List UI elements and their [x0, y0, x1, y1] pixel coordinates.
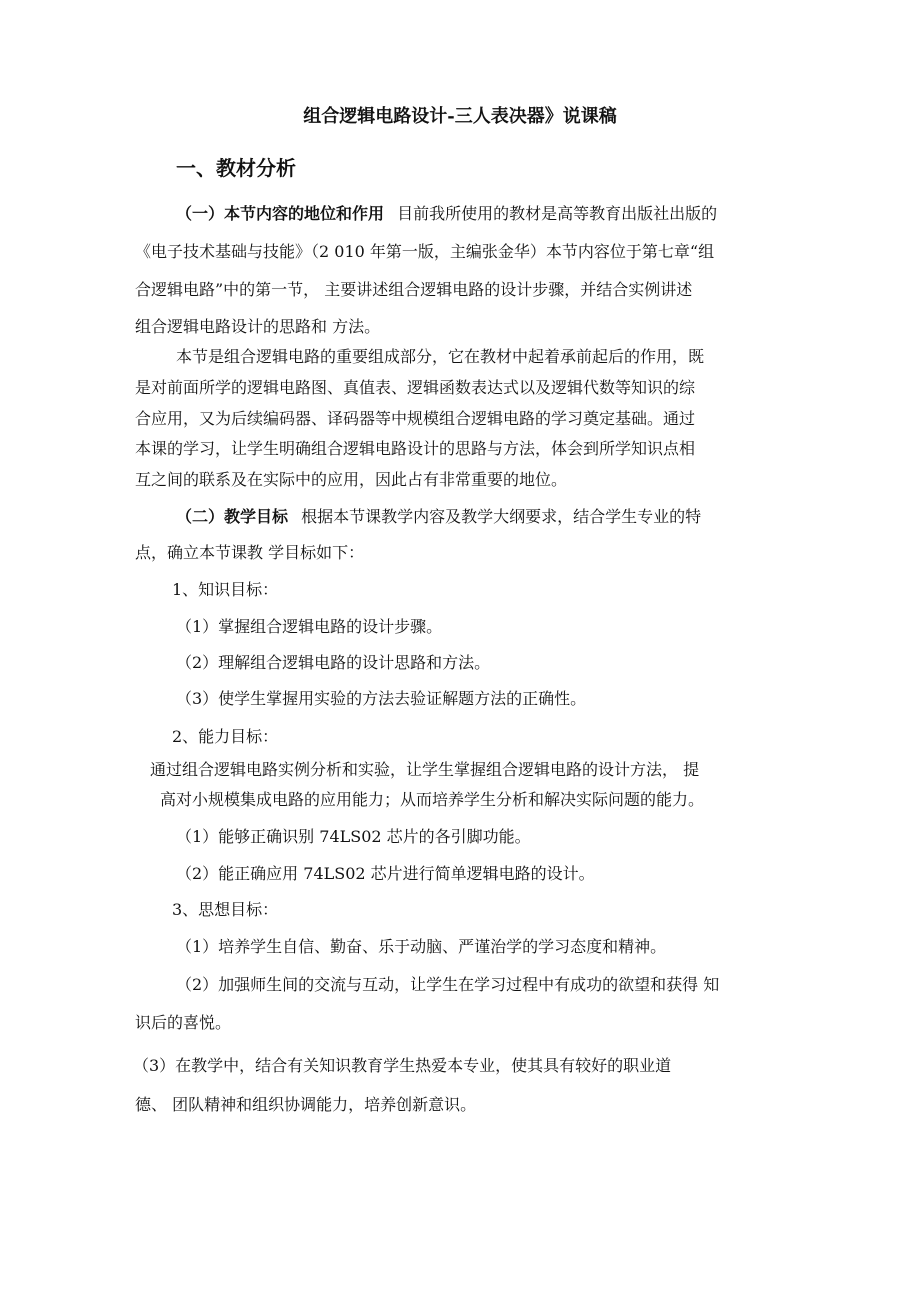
- document-title: 组合逻辑电路设计-三人表决器》说课稿: [303, 106, 617, 127]
- paragraph2-line3: 合应用，又为后续编码器、译码器等中规模组合逻辑电路的学习奠定基础。通过: [135, 409, 696, 428]
- part1-label: （一）本节内容的地位和作用: [176, 204, 385, 223]
- ability-intro-line1: 通过组合逻辑电路实例分析和实验，让学生掌握组合逻辑电路的设计方法， 提: [150, 760, 700, 779]
- knowledge-goals-heading: 1、知识目标：: [172, 580, 279, 599]
- knowledge-goal-item: （2）理解组合逻辑电路的设计思路和方法。: [176, 653, 491, 672]
- ideology-goal-item3-line1: （3）在教学中，结合有关知识教育学生热爱本专业，使其具有较好的职业道: [133, 1056, 672, 1075]
- ability-goals-heading: 2、能力目标：: [172, 727, 279, 746]
- part2-line2: 点，确立本节课教 学目标如下：: [135, 543, 365, 562]
- ideology-goals-heading: 3、思想目标：: [172, 900, 279, 919]
- part1-line3: 合逻辑电路”中的第一节， 主要讲述组合逻辑电路的设计步骤，并结合实例讲述: [135, 280, 693, 299]
- ideology-goal-item2-line2: 识后的喜悦。: [135, 1013, 232, 1032]
- part2-first-line: [176, 507, 701, 527]
- paragraph2-line2: 是对前面所学的逻辑电路图、真值表、逻辑函数表达式以及逻辑代数等知识的综: [135, 378, 696, 397]
- part1-line1-text: 目前我所使用的教材是高等教育出版社出版的: [397, 204, 718, 223]
- knowledge-goal-item: （1）掌握组合逻辑电路的设计步骤。: [176, 617, 443, 636]
- section-heading: 一、教材分析: [176, 156, 296, 180]
- part1-first-line: [176, 204, 717, 224]
- part2-label: （二）教学目标: [176, 507, 289, 526]
- part2-line1-text: 根据本节课教学内容及教学大纲要求，结合学生专业的特: [301, 507, 702, 526]
- ability-goal-item: （1）能够正确识别 74LS02 芯片的各引脚功能。: [176, 827, 531, 846]
- knowledge-goal-item: （3）使学生掌握用实验的方法去验证解题方法的正确性。: [176, 689, 587, 708]
- part1-line2: 《电子技术基础与技能》（2 010 年第一版，主编张金华）本节内容位于第七章“组: [135, 242, 715, 261]
- paragraph2-line1: 本节是组合逻辑电路的重要组成部分，它在教材中起着承前起后的作用，既: [176, 347, 705, 366]
- ability-goal-item: （2）能正确应用 74LS02 芯片进行简单逻辑电路的设计。: [176, 864, 595, 883]
- part1-line4: 组合逻辑电路设计的思路和 方法。: [135, 317, 381, 336]
- paragraph2-line4: 本课的学习，让学生明确组合逻辑电路设计的思路与方法，体会到所学知识点相: [135, 439, 696, 458]
- ideology-goal-item: （1）培养学生自信、勤奋、乐于动脑、严谨治学的学习态度和精神。: [176, 937, 667, 956]
- ability-intro-line2: 高对小规模集成电路的应用能力；从而培养学生分析和解决实际问题的能力。: [160, 790, 705, 809]
- paragraph2-line5: 互之间的联系及在实际中的应用，因此占有非常重要的地位。: [135, 470, 568, 489]
- ideology-goal-item3-line2: 德、 团队精神和组织协调能力，培养创新意识。: [135, 1095, 477, 1114]
- ideology-goal-item2-line1: （2）加强师生间的交流与互动，让学生在学习过程中有成功的欲望和获得 知: [176, 975, 720, 994]
